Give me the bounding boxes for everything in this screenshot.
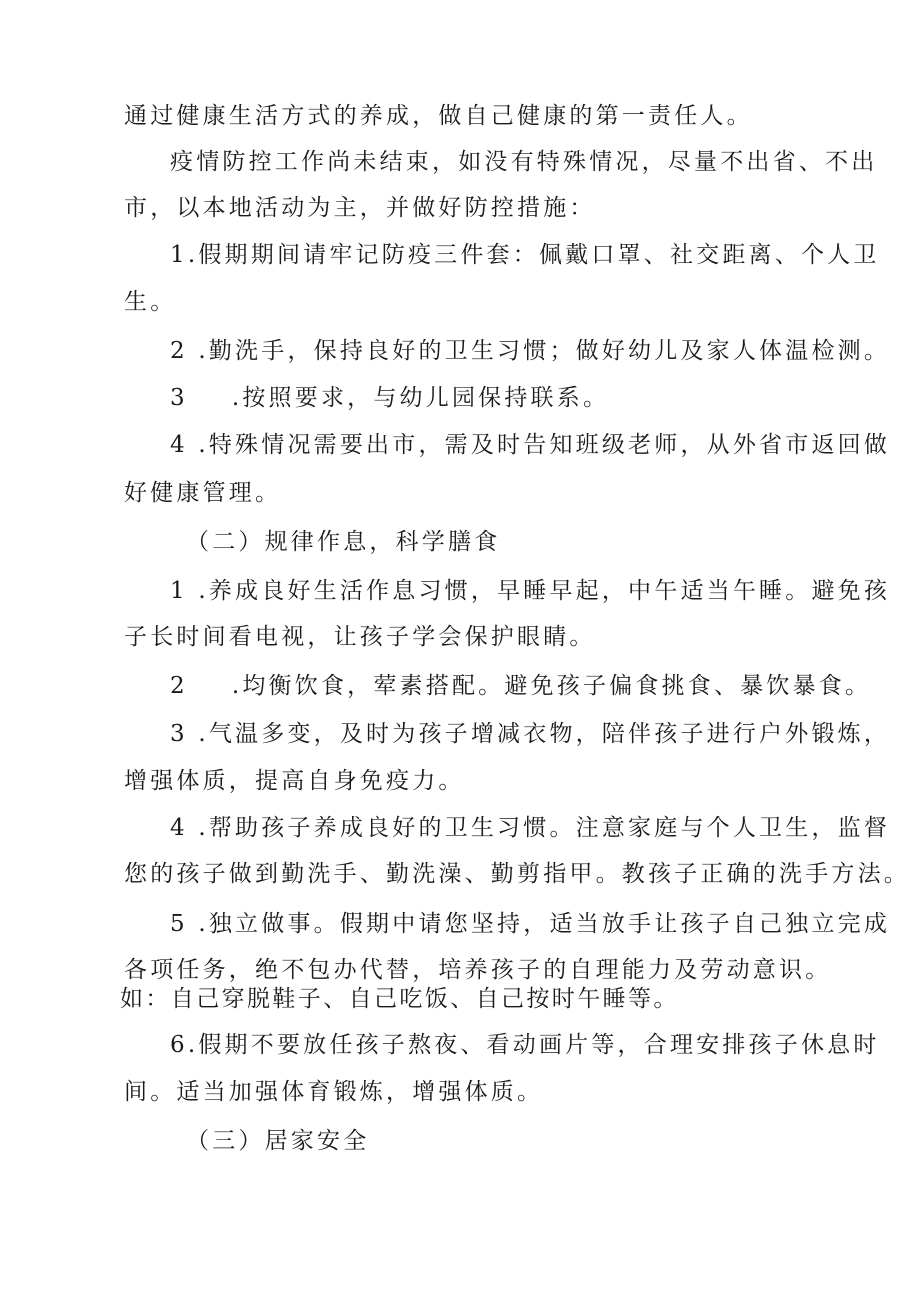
section-heading: （三）居家安全 [186,1128,370,1154]
paragraph-line: 市，以本地活动为主，并做好防控措施： [124,195,596,221]
paragraph-line: 2 .勤洗手，保持良好的卫生习惯；做好幼儿及家人体温检测。 [170,338,891,364]
list-number: 2 [170,673,188,699]
paragraph-line: 各项任务，绝不包办代替，培养孩子的自理能力及劳动意识。 [124,957,832,983]
paragraph-line: 生。 [124,289,177,315]
paragraph-line [170,383,920,413]
paragraph-line: 1.假期期间请牢记防疫三件套：佩戴口罩、社交距离、个人卫 [170,242,880,268]
paragraph-line: 4 .特殊情况需要出市，需及时告知班级老师，从外省市返回做 [170,432,891,458]
paragraph-line: 3 .气温多变，及时为孩子增减衣物，陪伴孩子进行户外锻炼， [170,721,891,747]
paragraph-line: 好健康管理。 [124,480,282,506]
paragraph-line: 6.假期不要放任孩子熬夜、看动画片等，合理安排孩子休息时 [170,1032,880,1058]
paragraph-line: 疫情防控工作尚未结束，如没有特殊情况，尽量不出省、不出 [170,149,878,175]
paragraph-line: 增强体质，提高自身免疫力。 [124,768,465,794]
paragraph-line: 通过健康生活方式的养成，做自己健康的第一责任人。 [124,103,753,129]
paragraph-line: 4 .帮助孩子养成良好的卫生习惯。注意家庭与个人卫生，监督 [170,815,891,841]
list-text: .按照要求，与幼儿园保持联系。 [231,385,610,411]
paragraph-line: 1 .养成良好生活作息习惯，早睡早起，中午适当午睡。避免孩 [170,578,891,604]
paragraph-line: 您的孩子做到勤洗手、勤洗澡、勤剪指甲。教孩子正确的洗手方法。 [124,861,910,887]
paragraph-line: 如：自己穿脱鞋子、自己吃饭、自己按时午睡等。 [120,986,679,1012]
list-number: 3 [170,385,188,411]
paragraph-line: 5 .独立做事。假期中请您坚持，适当放手让孩子自己独立完成 [170,911,891,937]
list-text: .均衡饮食，荤素搭配。避免孩子偏食挑食、暴饮暴食。 [231,673,872,699]
section-heading: （二）规律作息，科学膳食 [186,529,501,555]
paragraph-line: 子长时间看电视，让孩子学会保护眼睛。 [124,624,596,650]
paragraph-line: 间。适当加强体育锻炼，增强体质。 [124,1079,544,1105]
paragraph-line [170,671,920,701]
